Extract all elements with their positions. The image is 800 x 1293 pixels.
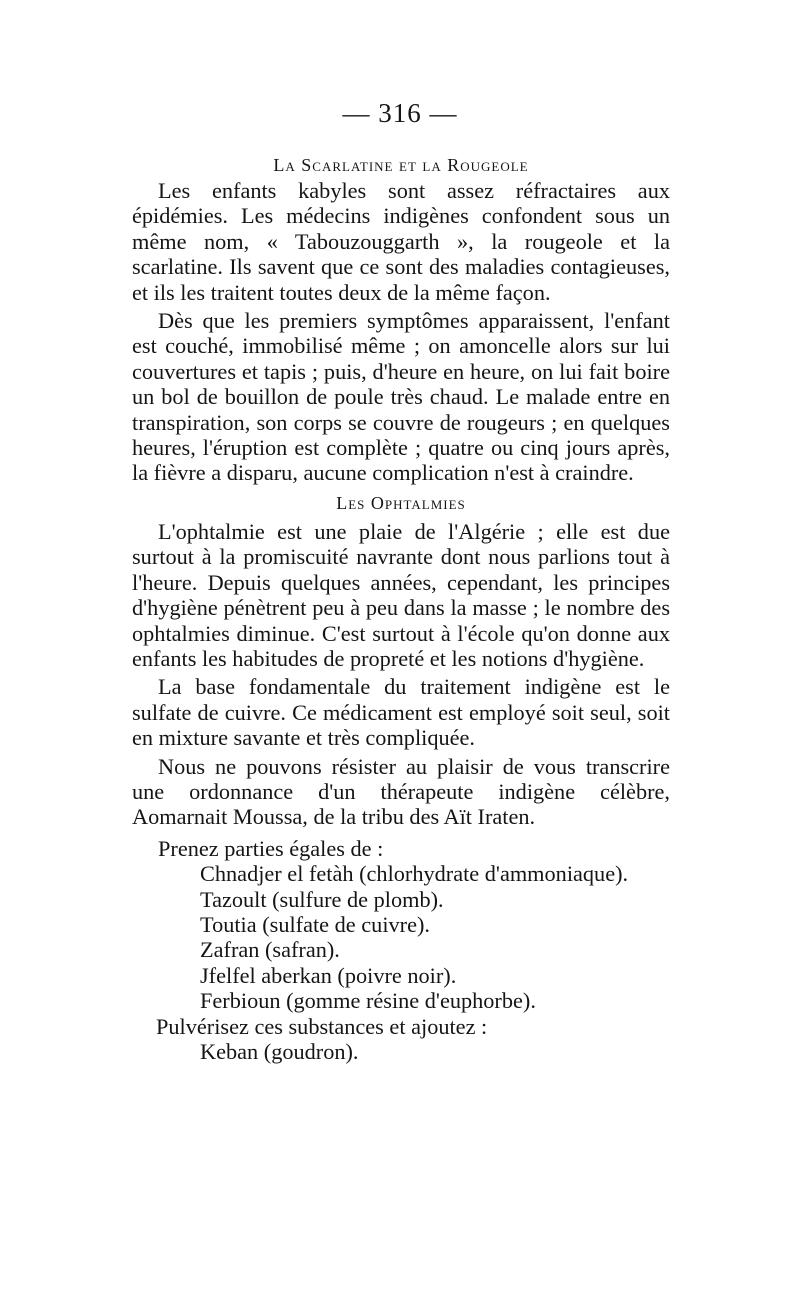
prescription-item: Tazoult (sulfure de plomb). <box>200 886 444 912</box>
prescription-item: Jfelfel aberkan (poivre noir). <box>200 962 457 988</box>
page-number: — 316 — <box>342 98 458 128</box>
prescription-intro: Prenez parties égales de : <box>158 835 384 861</box>
page-body <box>132 152 670 1064</box>
prescription-item: Zafran (safran). <box>200 937 340 963</box>
paragraph: L'ophtalmie est une plaie de l'Algérie ; elle est due surtout à la promiscuité navrante dont nous parlions tout à l'heure. Depuis quelques années, cependant, les principes d'hygiène pénètrent peu à peu dans la masse ; le nombre des ophtalmies diminue. C'est surtout à l'école qu'on donne aux enfants les habitudes de propreté et les notions d'hygiène. <box>132 518 670 671</box>
prescription-outro: Pulvérisez ces substances et ajoutez : <box>156 1013 488 1039</box>
paragraph: La base fondamentale du traitement indigène est le sulfate de cuivre. Ce médicament est employé soit seul, soit en mixture savante et très compliquée. <box>132 674 670 751</box>
prescription-item: Chnadjer el fetàh (chlorhydrate d'ammoniaque). <box>200 861 629 887</box>
prescription-item: Toutia (sulfate de cuivre). <box>200 911 430 937</box>
paragraph: Les enfants kabyles sont assez réfractaires aux épidémies. Les médecins indigènes confondent sous un même nom, « Tabouzouggarth », la rougeole et la scarlatine. Ils savent que ce sont des maladies contagieuses, et ils les traitent toutes deux de la même façon. <box>132 178 670 305</box>
section-heading-scarlatine: La Scarlatine et la Rougeole <box>273 155 529 175</box>
paragraph: Dès que les premiers symptômes apparaissent, l'enfant est couché, immobilisé même ; on amoncelle alors sur lui couvertures et tapis ; puis, d'heure en heure, on lui fait boire un bol de bouillon de poule très chaud. Le malade entre en transpiration, son corps se couvre de rougeurs ; en quelques heures, l'éruption est complète ; quatre ou cinq jours après, la fièvre a disparu, aucune complication n'est à craindre. <box>132 308 670 486</box>
paragraph: Nous ne pouvons résister au plaisir de vous transcrire une ordonnance d'un thérapeute indigène célèbre, Aomarnait Moussa, de la tribu des Aït Iraten. <box>132 753 670 830</box>
prescription-list <box>132 861 670 1013</box>
prescription-item: Ferbioun (gomme résine d'euphorbe). <box>200 988 536 1014</box>
section-heading-ophtalmies: Les Ophtalmies <box>336 492 466 513</box>
prescription-final-item: Keban (goudron). <box>200 1039 359 1064</box>
